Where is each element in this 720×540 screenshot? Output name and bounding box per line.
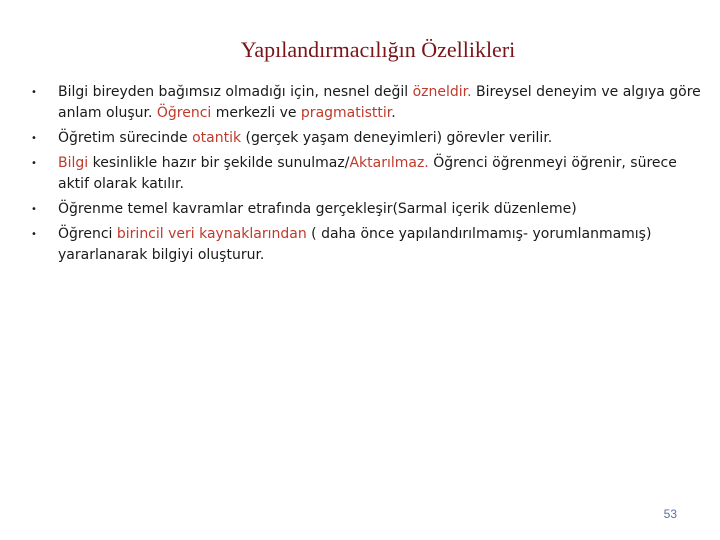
highlighted-text: otantik (192, 130, 242, 146)
bullet-text: merkezli ve (211, 105, 301, 121)
bullet-text: kesinlikle hazır bir şekilde sunulmaz/ (88, 155, 350, 171)
slide-title: Yapılandırmacılığın Özellikleri (240, 37, 516, 62)
bullet-text: ( daha önce yapılandırılmamış- yorumlanmamış) yararlanarak bilgiyi oluşturur. (58, 226, 652, 263)
bullet-dot-icon: • (31, 133, 37, 144)
page-number: 53 (663, 507, 677, 521)
bullet-text: Bireysel deneyim ve algıya göre anlam oluşur. (58, 84, 701, 121)
bullet-dot-icon: • (31, 229, 37, 240)
highlighted-text: Bilgi (58, 155, 89, 171)
bullet-dot-icon: • (31, 204, 37, 215)
bullet-text: (gerçek yaşam deneyimleri) görevler verilir. (241, 130, 553, 146)
bullet-text: Öğrenci (58, 226, 117, 242)
bullet-text: Öğretim sürecinde (58, 130, 193, 146)
bullet-dot-icon: • (31, 158, 37, 169)
highlighted-text: Aktarılmaz. (349, 155, 429, 171)
bullet-text: . (391, 105, 396, 121)
bullet-item (28, 82, 708, 124)
bullet-text: Bilgi bireyden bağımsız olmadığı için, nesnel değil (58, 84, 413, 100)
bullet-text: Öğrenme temel kavramlar etrafında gerçekleşir(Sarmal içerik düzenleme) (58, 201, 577, 217)
highlighted-text: özneldir. (412, 84, 472, 100)
bullet-item (28, 224, 708, 266)
bullet-dot-icon: • (31, 87, 37, 98)
bullet-text: Öğrenci öğrenmeyi öğrenir, sürece aktif olarak katılır. (58, 155, 677, 192)
highlighted-text: Öğrenci (156, 105, 212, 121)
bullet-item (28, 199, 708, 220)
bullet-item (28, 128, 708, 149)
highlighted-text: birincil veri kaynaklarından (116, 226, 307, 242)
highlighted-text: pragmatisttir (300, 105, 392, 121)
bullet-item (28, 153, 708, 195)
bullet-list (28, 82, 708, 270)
